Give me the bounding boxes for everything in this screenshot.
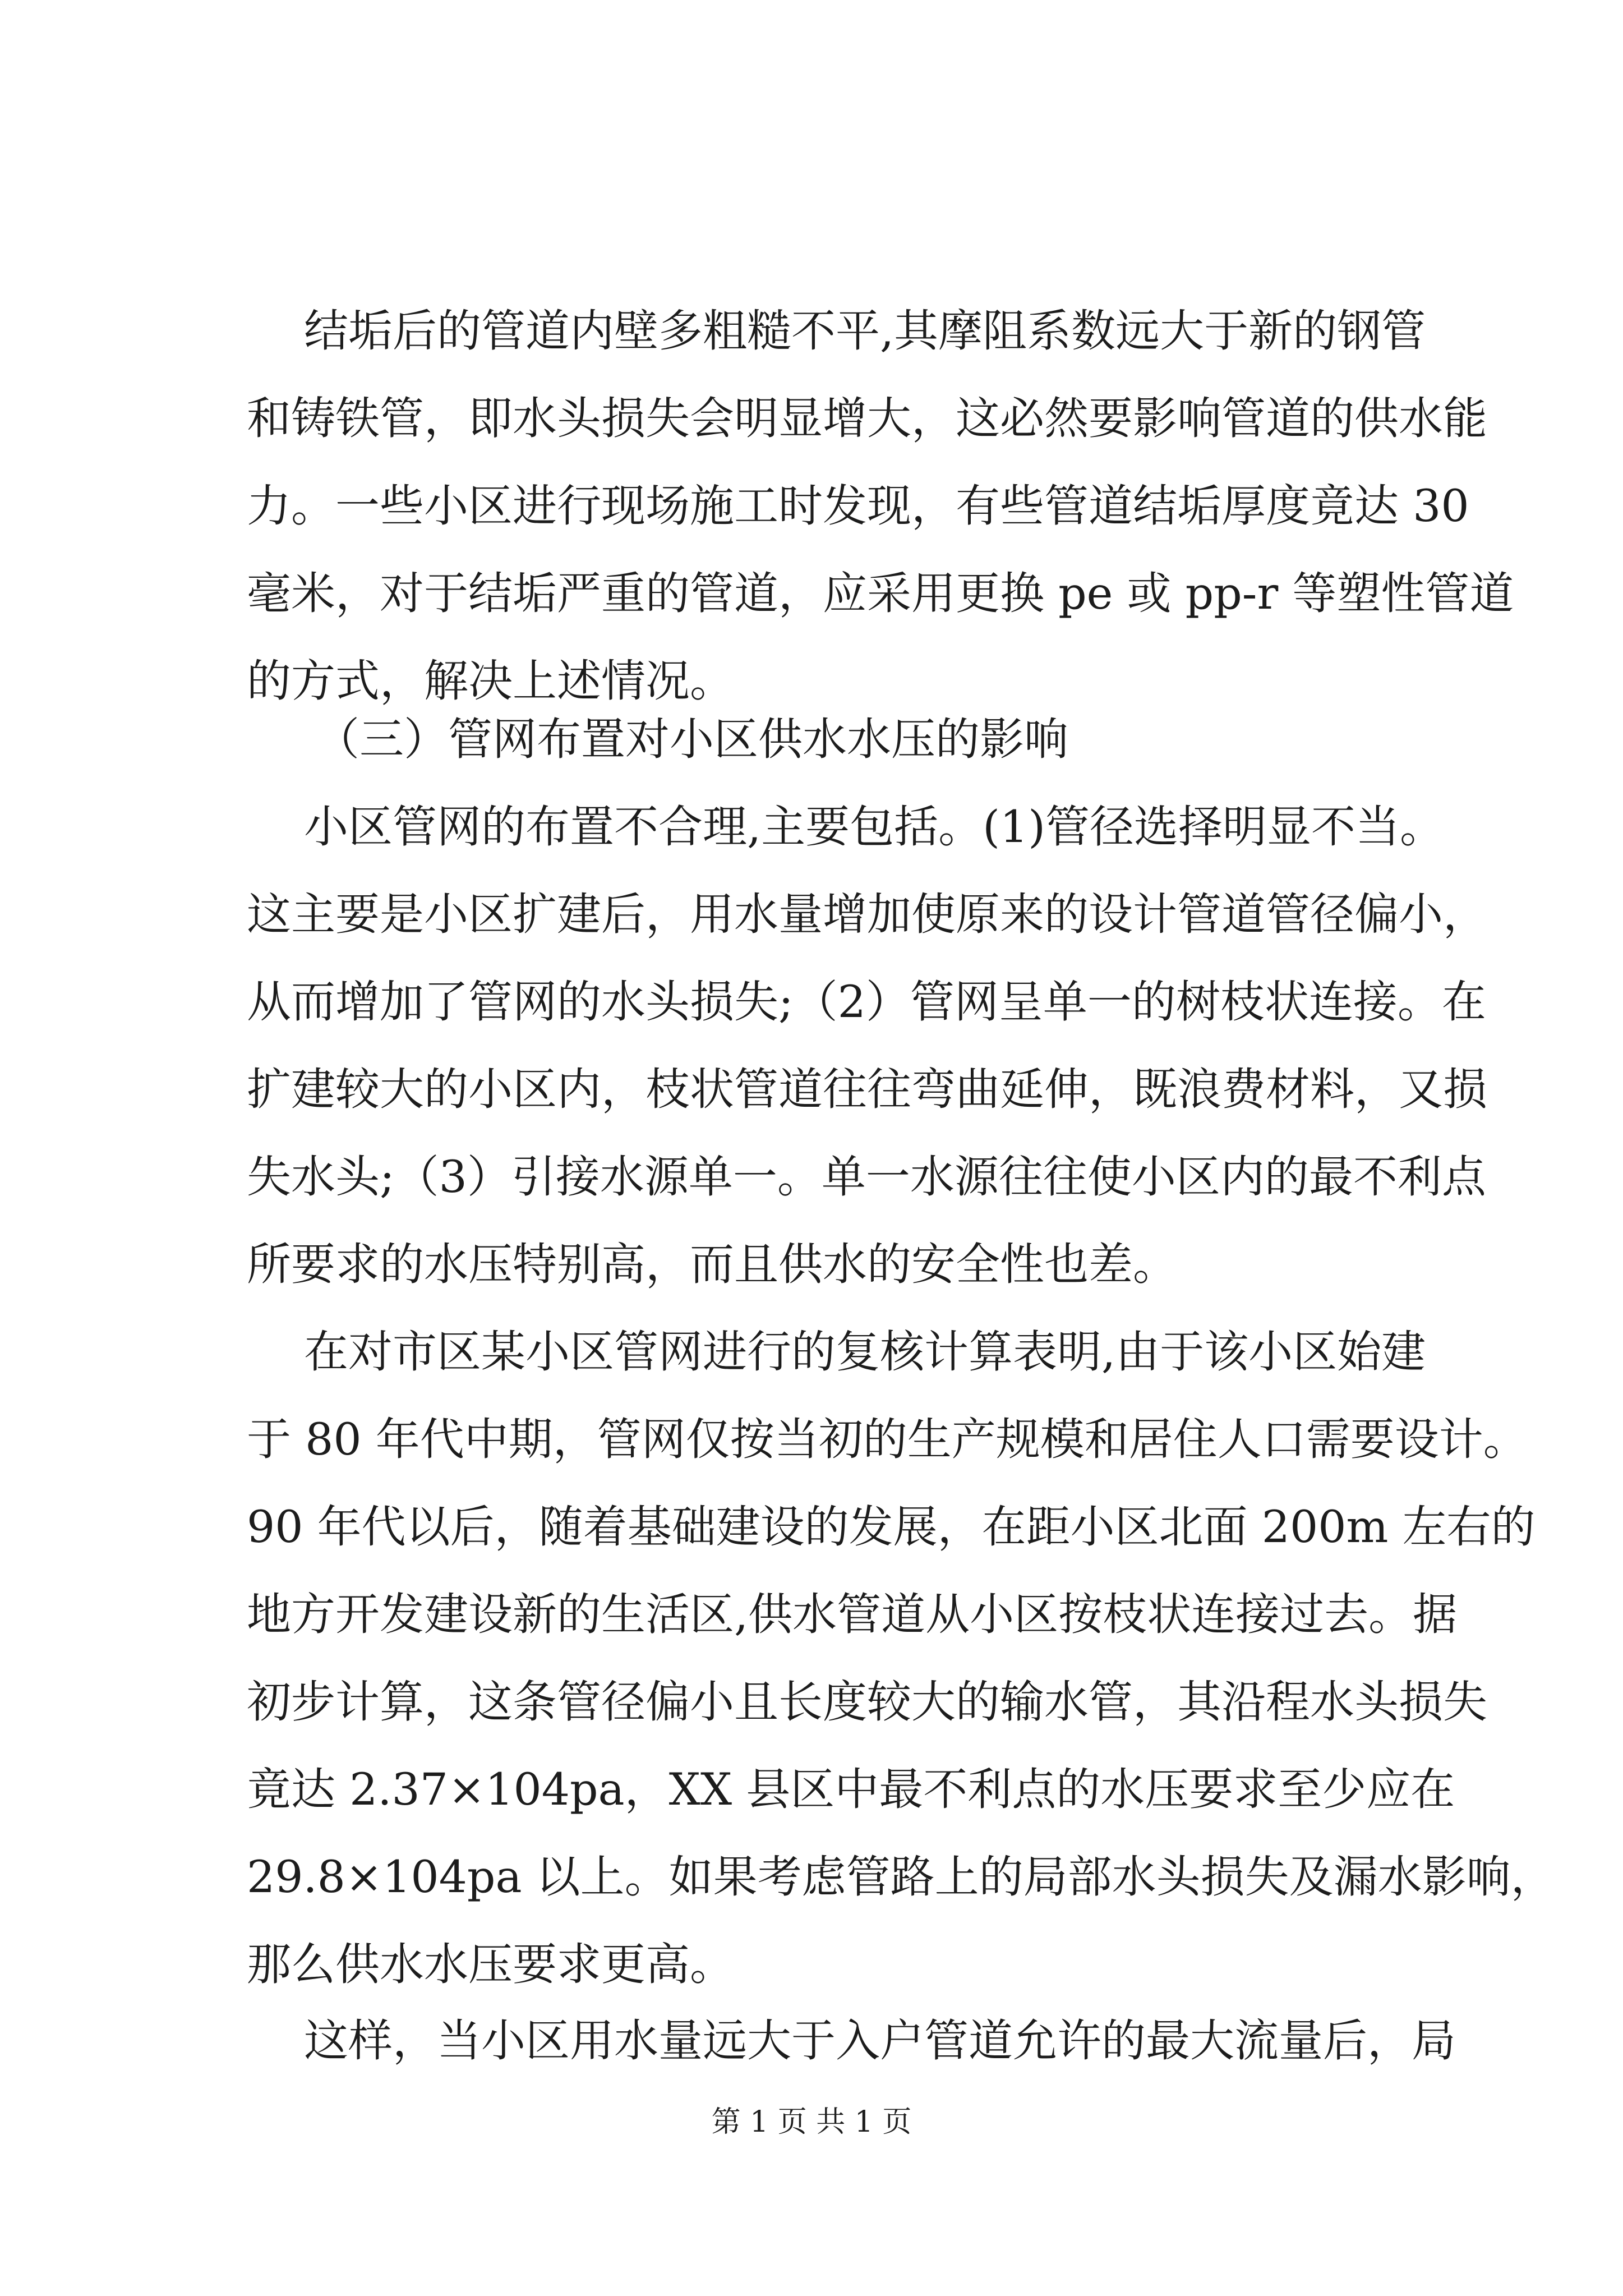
- paragraph-4-line-1: 这样，当小区用水量远大于入户管道允许的最大流量后，局: [304, 2015, 1456, 2067]
- paragraph-2-line-5: 失水头;（3）引接水源单一。单一水源往往使小区内的最不利点: [247, 1151, 1486, 1203]
- paragraph-2-line-4: 扩建较大的小区内，枝状管道往往弯曲延伸，既浪费材料，又损: [247, 1064, 1487, 1115]
- paragraph-2-line-1: 小区管网的布置不合理,主要包括。(1)管径选择明显不当。: [304, 801, 1445, 853]
- page-footer: 第 1 页 共 1 页: [711, 2105, 912, 2139]
- paragraph-3-line-1: 在对市区某小区管网进行的复核计算表明,由于该小区始建: [304, 1326, 1426, 1378]
- paragraph-3-line-3: 90 年代以后，随着基础建设的发展，在距小区北面 200m 左右的: [247, 1501, 1536, 1553]
- paragraph-3-line-6: 竟达 2.37×104pa，XX 县区中最不利点的水压要求至少应在: [247, 1764, 1455, 1815]
- paragraph-1-line-3: 力。一些小区进行现场施工时发现，有些管道结垢厚度竟达 30: [247, 480, 1469, 532]
- paragraph-2-line-3: 从而增加了管网的水头损失;（2）管网呈单一的树枝状连接。在: [247, 976, 1486, 1028]
- paragraph-1-line-1: 结垢后的管道内壁多粗糙不平,其摩阻系数远大于新的钢管: [304, 305, 1426, 357]
- paragraph-3-line-4: 地方开发建设新的生活区,供水管道从小区按枝状连接过去。据: [247, 1589, 1458, 1640]
- paragraph-3-line-7: 29.8×104pa 以上。如果考虑管路上的局部水头损失及漏水影响，: [247, 1851, 1555, 1903]
- paragraph-3-line-2: 于 80 年代中期，管网仅按当初的生产规模和居住人口需要设计。: [247, 1414, 1528, 1465]
- paragraph-2-line-2: 这主要是小区扩建后，用水量增加使原来的设计管道管径偏小，: [247, 889, 1487, 940]
- paragraph-3-line-5: 初步计算，这条管径偏小且长度较大的输水管，其沿程水头损失: [247, 1676, 1487, 1728]
- paragraph-1-line-5: 的方式，解决上述情况。: [247, 655, 734, 707]
- paragraph-2-line-6: 所要求的水压特别高，而且供水的安全性也差。: [247, 1239, 1177, 1290]
- paragraph-3-line-8: 那么供水水压要求更高。: [247, 1939, 734, 1990]
- paragraph-1-line-2: 和铸铁管，即水头损失会明显增大，这必然要影响管道的供水能: [247, 393, 1487, 444]
- paragraph-1-line-4: 毫米，对于结垢严重的管道，应采用更换 pe 或 pp-r 等塑性管道: [247, 568, 1514, 619]
- section-heading: （三）管网布置对小区供水水压的影响: [315, 714, 1068, 765]
